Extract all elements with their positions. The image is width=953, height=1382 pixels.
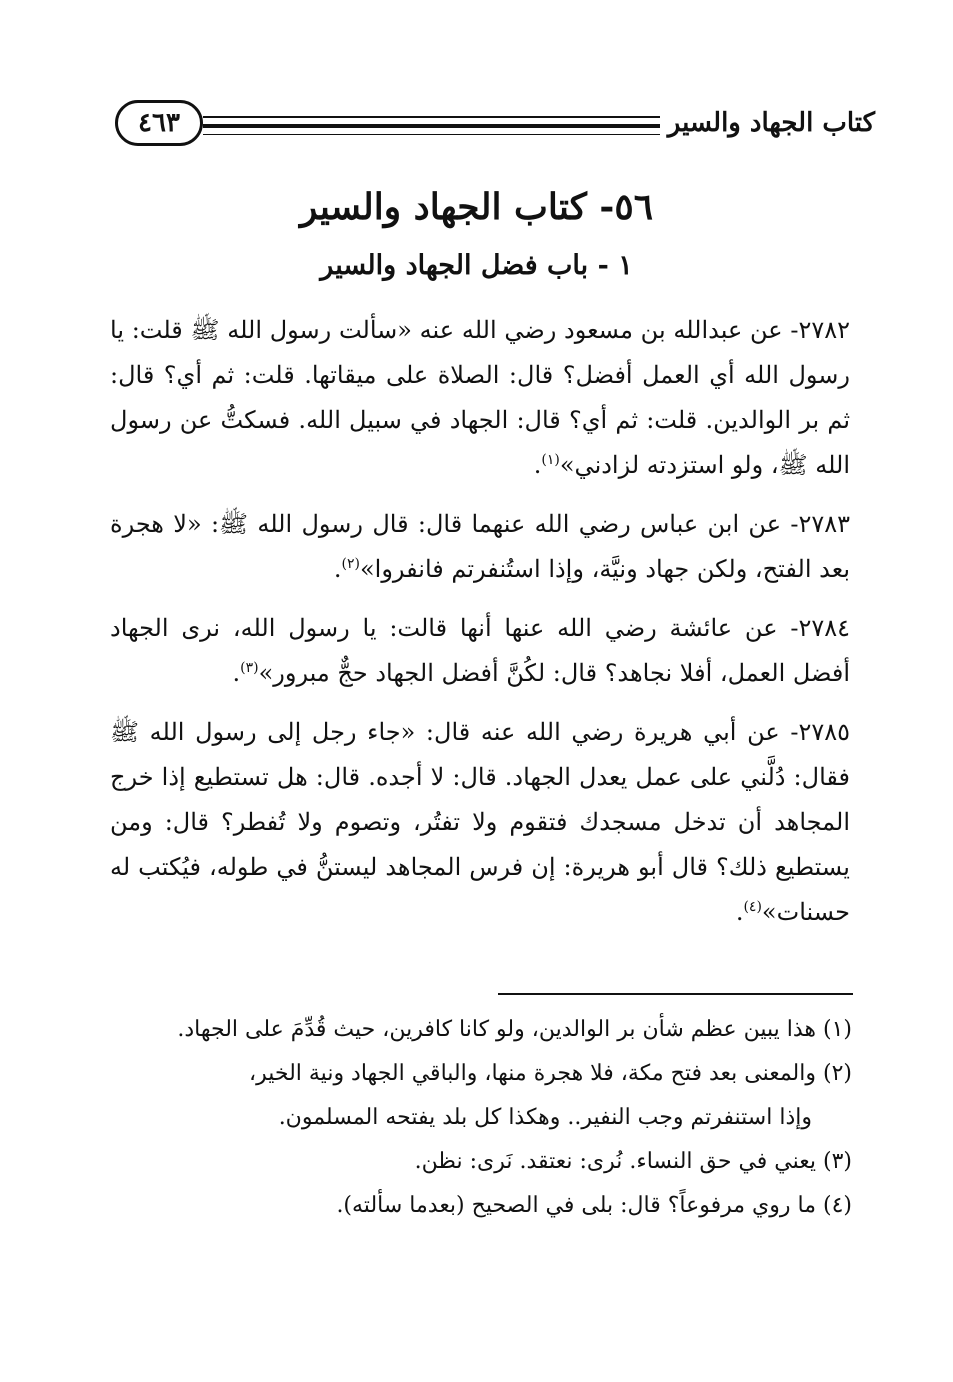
hadith-text: ٢٧٨٣- عن ابن عباس رضي الله عنهما قال: قال رسول الله ﷺ: «لا هجرة بعد الفتح، ولكن جهاد ونيَّة، وإذا استُنفرتم فانفروا» xyxy=(110,510,850,583)
header-rule xyxy=(203,116,660,118)
running-header xyxy=(115,100,875,150)
footnote-reference[interactable]: (١) xyxy=(541,452,560,468)
page-number-frame xyxy=(115,100,203,146)
footnote-continuation: وإذا استنفرتم وجب النفير.. وهكذا كل بلد يفتحه المسلمون. xyxy=(278,1105,812,1130)
hadith-paragraph: ٢٧٨٤- عن عائشة رضي الله عنها أنها قالت: يا رسول الله، نرى الجهاد أفضل العمل، أفلا نجاهد؟ قال: لكُنَّ أفضل الجهاد حجٌّ مبرور»$^{(٣)}$. xyxy=(110,614,850,687)
hadith-list xyxy=(110,308,850,949)
footnote: (٤) ما روي مرفوعاً؟ قال: بلى في الصحيح (بعدما سألته). xyxy=(336,1193,852,1218)
hadith-text: ٢٧٨٢- عن عبدالله بن مسعود رضي الله عنه «سألت رسول الله ﷺ قلت: يا رسول الله أي العمل أفضل؟ قال: الصلاة على ميقاتها. قلت: ثم أي؟ قال: ثم بر الوالدين. قلت: ثم أي؟ قال: الجهاد في سبيل الله. فسكتُّ عن رسول الله ﷺ، ولو استزدته لزادني» xyxy=(110,316,850,479)
hadith-text: ٢٧٨٥- عن أبي هريرة رضي الله عنه قال: «جاء رجل إلى رسول الله ﷺ فقال: دُلَّني على عمل يعدل الجهاد. قال: لا أجده. قال: هل تستطيع إذا خرج المجاهد أن تدخل مسجدك فتقوم ولا تفتُر، وتصوم ولا تُفطر؟ قال: ومن يستطيع ذلك؟ قال أبو هريرة: إن فرس المجاهد ليستنُّ في طوله، فيُكتب له حسنات» xyxy=(110,718,850,926)
hadith-paragraph: ٢٧٨٥- عن أبي هريرة رضي الله عنه قال: «جاء رجل إلى رسول الله ﷺ فقال: دُلَّني على عمل يعدل الجهاد. قال: لا أجده. قال: هل تستطيع إذا خرج المجاهد أن تدخل مسجدك فتقوم ولا تفتُر، وتصوم ولا تُفطر؟ قال: ومن يستطيع ذلك؟ قال أبو هريرة: إن فرس المجاهد ليستنُّ في طوله، فيُكتب له حسنات»$^{(٤)}$. xyxy=(110,718,850,926)
running-title: كتاب الجهاد والسير xyxy=(667,108,875,138)
footnote-reference[interactable]: (٤) xyxy=(743,899,762,915)
section-title: ١ - باب فضل الجهاد والسير xyxy=(320,250,633,281)
hadith-text: ٢٧٨٤- عن عائشة رضي الله عنها أنها قالت: يا رسول الله، نرى الجهاد أفضل العمل، أفلا نجاهد؟ قال: لكُنَّ أفضل الجهاد حجٌّ مبرور» xyxy=(110,614,850,687)
header-rule xyxy=(203,134,660,135)
hadith-paragraph: ٢٧٨٣- عن ابن عباس رضي الله عنهما قال: قال رسول الله ﷺ: «لا هجرة بعد الفتح، ولكن جهاد ونيَّة، وإذا استُنفرتم فانفروا»$^{(٢)}$. xyxy=(110,510,850,583)
chapter-title: ٥٦- كتاب الجهاد والسير xyxy=(299,186,654,228)
footnote: (١) هذا يبين عظم شأن بر الوالدين، ولو كانا كافرين، حيث قُدِّمَ على الجهاد. xyxy=(177,1017,852,1042)
header-rule xyxy=(203,124,660,128)
footnotes xyxy=(110,1008,852,1228)
hadith-paragraph: ٢٧٨٢- عن عبدالله بن مسعود رضي الله عنه «سألت رسول الله ﷺ قلت: يا رسول الله أي العمل أفضل؟ قال: الصلاة على ميقاتها. قلت: ثم أي؟ قال: ثم بر الوالدين. قلت: ثم أي؟ قال: الجهاد في سبيل الله. فسكتُّ عن رسول الله ﷺ، ولو استزدته لزادني»$^{(١)}$. xyxy=(110,316,850,479)
footnote: (٢) والمعنى بعد فتح مكة، فلا هجرة منها، والباقي الجهاد ونية الخير، xyxy=(249,1061,852,1086)
page-number: ٤٦٣ xyxy=(138,108,180,138)
footnote-separator xyxy=(498,993,853,995)
footnote-reference[interactable]: (٢) xyxy=(341,556,360,572)
footnote: (٣) يعني في حق النساء. نُرى: نعتقد. نَرى: نظن. xyxy=(414,1149,852,1174)
footnote-reference[interactable]: (٣) xyxy=(240,660,259,676)
